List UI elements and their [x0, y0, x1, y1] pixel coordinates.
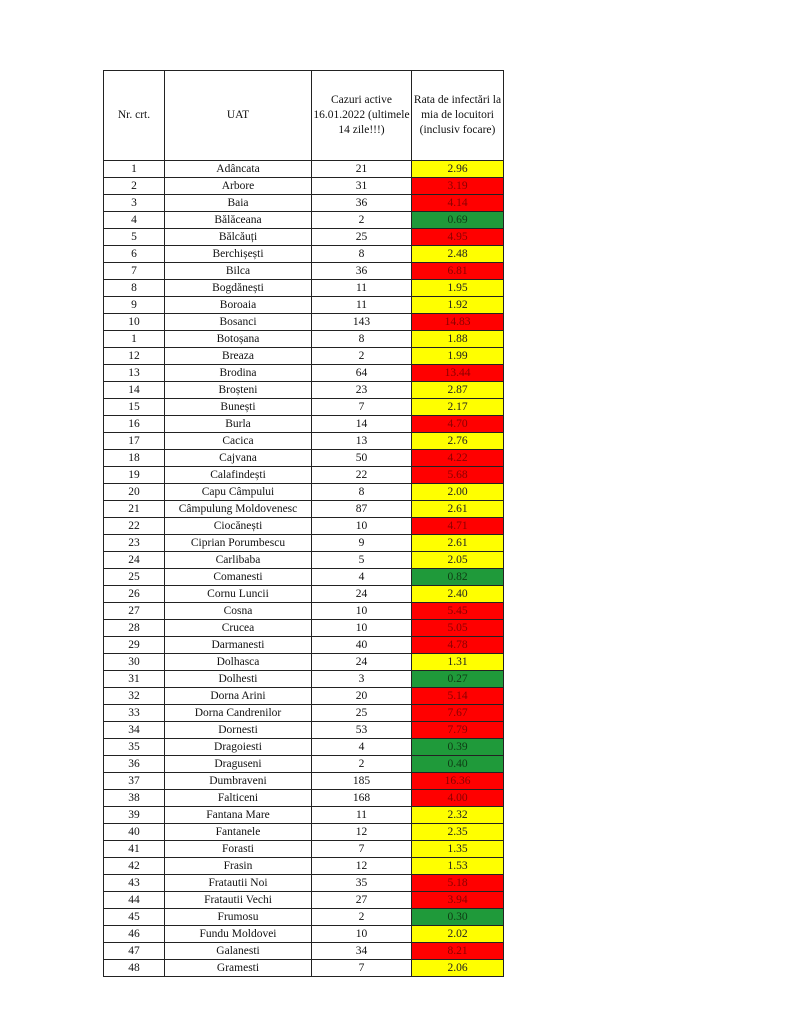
row-number-cell: 27 [104, 603, 165, 620]
table-row [104, 212, 504, 229]
row-number-cell: 24 [104, 552, 165, 569]
uat-name-cell: Dorna Candrenilor [165, 705, 312, 722]
row-number-cell: 9 [104, 297, 165, 314]
row-number-cell: 12 [104, 348, 165, 365]
active-cases-cell: 4 [312, 569, 412, 586]
table-row [104, 688, 504, 705]
uat-name-cell: Bunești [165, 399, 312, 416]
row-number-cell: 38 [104, 790, 165, 807]
row-number-cell: 39 [104, 807, 165, 824]
infection-rate-cell: 0.40 [412, 756, 504, 773]
table-row [104, 926, 504, 943]
table-body [104, 161, 504, 977]
uat-name-cell: Fundu Moldovei [165, 926, 312, 943]
infection-rate-cell: 2.40 [412, 586, 504, 603]
infection-rate-cell: 2.02 [412, 926, 504, 943]
active-cases-cell: 20 [312, 688, 412, 705]
table-row [104, 875, 504, 892]
row-number-cell: 44 [104, 892, 165, 909]
table-row [104, 450, 504, 467]
active-cases-cell: 13 [312, 433, 412, 450]
uat-name-cell: Dornesti [165, 722, 312, 739]
table-row [104, 824, 504, 841]
infection-rate-cell: 1.88 [412, 331, 504, 348]
active-cases-cell: 36 [312, 263, 412, 280]
table-row [104, 807, 504, 824]
infection-rate-cell: 2.61 [412, 501, 504, 518]
row-number-cell: 3 [104, 195, 165, 212]
active-cases-cell: 10 [312, 620, 412, 637]
row-number-cell: 17 [104, 433, 165, 450]
row-number-cell: 26 [104, 586, 165, 603]
table-row [104, 348, 504, 365]
uat-name-cell: Draguseni [165, 756, 312, 773]
infection-rate-cell: 16.36 [412, 773, 504, 790]
table-row [104, 552, 504, 569]
active-cases-cell: 3 [312, 671, 412, 688]
table-row [104, 365, 504, 382]
infection-rate-cell: 1.31 [412, 654, 504, 671]
table-row [104, 841, 504, 858]
infection-rate-cell: 2.32 [412, 807, 504, 824]
uat-name-cell: Capu Câmpului [165, 484, 312, 501]
row-number-cell: 42 [104, 858, 165, 875]
row-number-cell: 19 [104, 467, 165, 484]
uat-name-cell: Baia [165, 195, 312, 212]
infection-rate-cell: 5.05 [412, 620, 504, 637]
row-number-cell: 45 [104, 909, 165, 926]
uat-name-cell: Bălcăuți [165, 229, 312, 246]
row-number-cell: 28 [104, 620, 165, 637]
table-row [104, 671, 504, 688]
active-cases-cell: 27 [312, 892, 412, 909]
infection-rate-cell: 1.95 [412, 280, 504, 297]
row-number-cell: 10 [104, 314, 165, 331]
active-cases-cell: 14 [312, 416, 412, 433]
active-cases-cell: 4 [312, 739, 412, 756]
table-row [104, 943, 504, 960]
uat-name-cell: Broșteni [165, 382, 312, 399]
active-cases-cell: 87 [312, 501, 412, 518]
table-row [104, 773, 504, 790]
table-row [104, 518, 504, 535]
uat-name-cell: Darmanesti [165, 637, 312, 654]
uat-name-cell: Botoșana [165, 331, 312, 348]
table-row [104, 705, 504, 722]
table-row [104, 501, 504, 518]
row-number-cell: 35 [104, 739, 165, 756]
infection-rate-cell: 4.70 [412, 416, 504, 433]
row-number-cell: 6 [104, 246, 165, 263]
row-number-cell: 46 [104, 926, 165, 943]
row-number-cell: 5 [104, 229, 165, 246]
table-row [104, 246, 504, 263]
row-number-cell: 22 [104, 518, 165, 535]
row-number-cell: 15 [104, 399, 165, 416]
table-row [104, 263, 504, 280]
infection-rate-cell: 2.35 [412, 824, 504, 841]
uat-name-cell: Bălăceana [165, 212, 312, 229]
active-cases-cell: 2 [312, 909, 412, 926]
row-number-cell: 18 [104, 450, 165, 467]
active-cases-cell: 10 [312, 518, 412, 535]
table-row [104, 892, 504, 909]
uat-name-cell: Ciprian Porumbescu [165, 535, 312, 552]
row-number-cell: 32 [104, 688, 165, 705]
uat-name-cell: Breaza [165, 348, 312, 365]
infection-rate-cell: 5.45 [412, 603, 504, 620]
table-row [104, 161, 504, 178]
infection-rate-cell: 3.94 [412, 892, 504, 909]
active-cases-cell: 53 [312, 722, 412, 739]
uat-name-cell: Fantanele [165, 824, 312, 841]
uat-name-cell: Frumosu [165, 909, 312, 926]
infection-rate-cell: 4.00 [412, 790, 504, 807]
row-number-cell: 33 [104, 705, 165, 722]
active-cases-cell: 8 [312, 246, 412, 263]
uat-name-cell: Falticeni [165, 790, 312, 807]
infection-rate-cell: 4.71 [412, 518, 504, 535]
infection-rate-cell: 0.82 [412, 569, 504, 586]
active-cases-cell: 9 [312, 535, 412, 552]
table-row [104, 722, 504, 739]
uat-name-cell: Arbore [165, 178, 312, 195]
uat-name-cell: Gramesti [165, 960, 312, 977]
active-cases-cell: 168 [312, 790, 412, 807]
active-cases-cell: 25 [312, 705, 412, 722]
uat-name-cell: Adâncata [165, 161, 312, 178]
table-row [104, 569, 504, 586]
active-cases-cell: 40 [312, 637, 412, 654]
infection-rate-cell: 5.18 [412, 875, 504, 892]
infection-rate-cell: 2.87 [412, 382, 504, 399]
active-cases-cell: 2 [312, 212, 412, 229]
uat-name-cell: Forasti [165, 841, 312, 858]
table-header [104, 71, 504, 161]
active-cases-cell: 7 [312, 841, 412, 858]
uat-name-cell: Brodina [165, 365, 312, 382]
row-number-cell: 40 [104, 824, 165, 841]
infection-rate-cell: 8.21 [412, 943, 504, 960]
uat-name-cell: Dumbraveni [165, 773, 312, 790]
active-cases-cell: 34 [312, 943, 412, 960]
active-cases-cell: 24 [312, 586, 412, 603]
active-cases-cell: 10 [312, 926, 412, 943]
uat-name-cell: Cosna [165, 603, 312, 620]
uat-name-cell: Fratautii Noi [165, 875, 312, 892]
row-number-cell: 25 [104, 569, 165, 586]
uat-name-cell: Galanesti [165, 943, 312, 960]
uat-name-cell: Comanesti [165, 569, 312, 586]
infection-rate-cell: 0.27 [412, 671, 504, 688]
uat-name-cell: Dolhesti [165, 671, 312, 688]
row-number-cell: 41 [104, 841, 165, 858]
infection-rate-cell: 5.14 [412, 688, 504, 705]
row-number-cell: 16 [104, 416, 165, 433]
table-row [104, 331, 504, 348]
row-number-cell: 21 [104, 501, 165, 518]
table-row [104, 229, 504, 246]
active-cases-cell: 23 [312, 382, 412, 399]
table-row [104, 756, 504, 773]
row-number-cell: 4 [104, 212, 165, 229]
table-row [104, 382, 504, 399]
uat-name-cell: Cajvana [165, 450, 312, 467]
active-cases-cell: 185 [312, 773, 412, 790]
table-row [104, 297, 504, 314]
infection-rate-cell: 4.14 [412, 195, 504, 212]
table-row [104, 195, 504, 212]
table-row [104, 603, 504, 620]
infection-rate-cell: 4.78 [412, 637, 504, 654]
row-number-cell: 31 [104, 671, 165, 688]
active-cases-cell: 8 [312, 331, 412, 348]
uat-name-cell: Ciocănești [165, 518, 312, 535]
active-cases-cell: 2 [312, 756, 412, 773]
active-cases-cell: 25 [312, 229, 412, 246]
table-row [104, 909, 504, 926]
infection-rate-cell: 2.17 [412, 399, 504, 416]
active-cases-cell: 35 [312, 875, 412, 892]
row-number-cell: 34 [104, 722, 165, 739]
uat-name-cell: Cacica [165, 433, 312, 450]
infection-rate-cell: 2.05 [412, 552, 504, 569]
infection-rate-cell: 1.35 [412, 841, 504, 858]
infection-rate-cell: 2.48 [412, 246, 504, 263]
uat-name-cell: Boroaia [165, 297, 312, 314]
row-number-cell: 43 [104, 875, 165, 892]
row-number-cell: 29 [104, 637, 165, 654]
table-row [104, 535, 504, 552]
active-cases-cell: 143 [312, 314, 412, 331]
uat-name-cell: Crucea [165, 620, 312, 637]
header-cases: Cazuri active 16.01.2022 (ultimele 14 zile!!!) [312, 71, 412, 161]
active-cases-cell: 22 [312, 467, 412, 484]
infection-rate-cell: 0.30 [412, 909, 504, 926]
active-cases-cell: 12 [312, 858, 412, 875]
uat-name-cell: Dolhasca [165, 654, 312, 671]
infection-rate-cell: 0.39 [412, 739, 504, 756]
uat-name-cell: Bilca [165, 263, 312, 280]
infection-rate-cell: 14.83 [412, 314, 504, 331]
uat-name-cell: Fratautii Vechi [165, 892, 312, 909]
row-number-cell: 23 [104, 535, 165, 552]
active-cases-cell: 12 [312, 824, 412, 841]
row-number-cell: 37 [104, 773, 165, 790]
infection-rate-cell: 1.53 [412, 858, 504, 875]
table-row [104, 739, 504, 756]
active-cases-cell: 11 [312, 280, 412, 297]
table-row [104, 484, 504, 501]
infection-rate-cell: 7.67 [412, 705, 504, 722]
uat-name-cell: Bosanci [165, 314, 312, 331]
infection-rate-table [103, 70, 504, 977]
active-cases-cell: 5 [312, 552, 412, 569]
row-number-cell: 47 [104, 943, 165, 960]
table-row [104, 467, 504, 484]
table-row [104, 654, 504, 671]
active-cases-cell: 7 [312, 960, 412, 977]
active-cases-cell: 11 [312, 807, 412, 824]
uat-name-cell: Bogdănești [165, 280, 312, 297]
infection-rate-cell: 4.95 [412, 229, 504, 246]
active-cases-cell: 64 [312, 365, 412, 382]
active-cases-cell: 11 [312, 297, 412, 314]
header-row [104, 71, 504, 161]
infection-rate-cell: 2.06 [412, 960, 504, 977]
infection-rate-cell: 2.96 [412, 161, 504, 178]
active-cases-cell: 2 [312, 348, 412, 365]
infection-rate-cell: 2.00 [412, 484, 504, 501]
active-cases-cell: 50 [312, 450, 412, 467]
table-row [104, 620, 504, 637]
row-number-cell: 1 [104, 161, 165, 178]
uat-name-cell: Berchișești [165, 246, 312, 263]
infection-rate-cell: 1.92 [412, 297, 504, 314]
table-row [104, 960, 504, 977]
infection-rate-cell: 1.99 [412, 348, 504, 365]
table-row [104, 314, 504, 331]
table-row [104, 586, 504, 603]
header-rate: Rata de infectări la mia de locuitori (inclusiv focare) [412, 71, 504, 161]
header-nr: Nr. crt. [104, 71, 165, 161]
active-cases-cell: 7 [312, 399, 412, 416]
row-number-cell: 7 [104, 263, 165, 280]
active-cases-cell: 8 [312, 484, 412, 501]
uat-name-cell: Fantana Mare [165, 807, 312, 824]
table-row [104, 280, 504, 297]
row-number-cell: 48 [104, 960, 165, 977]
infection-rate-cell: 13.44 [412, 365, 504, 382]
row-number-cell: 2 [104, 178, 165, 195]
infection-rate-cell: 6.81 [412, 263, 504, 280]
table-row [104, 858, 504, 875]
infection-rate-cell: 4.22 [412, 450, 504, 467]
uat-name-cell: Câmpulung Moldovenesc [165, 501, 312, 518]
row-number-cell: 1 [104, 331, 165, 348]
table-row [104, 178, 504, 195]
table-row [104, 433, 504, 450]
active-cases-cell: 36 [312, 195, 412, 212]
uat-name-cell: Cornu Luncii [165, 586, 312, 603]
table-row [104, 416, 504, 433]
active-cases-cell: 31 [312, 178, 412, 195]
infection-rate-cell: 7.79 [412, 722, 504, 739]
uat-name-cell: Calafindești [165, 467, 312, 484]
table-row [104, 399, 504, 416]
row-number-cell: 14 [104, 382, 165, 399]
infection-rate-cell: 2.76 [412, 433, 504, 450]
active-cases-cell: 24 [312, 654, 412, 671]
table-row [104, 790, 504, 807]
row-number-cell: 13 [104, 365, 165, 382]
infection-rate-cell: 2.61 [412, 535, 504, 552]
infection-rate-cell: 0.69 [412, 212, 504, 229]
row-number-cell: 20 [104, 484, 165, 501]
row-number-cell: 36 [104, 756, 165, 773]
infection-rate-cell: 5.68 [412, 467, 504, 484]
table-row [104, 637, 504, 654]
uat-name-cell: Dragoiesti [165, 739, 312, 756]
uat-name-cell: Frasin [165, 858, 312, 875]
row-number-cell: 8 [104, 280, 165, 297]
uat-name-cell: Burla [165, 416, 312, 433]
row-number-cell: 30 [104, 654, 165, 671]
header-uat: UAT [165, 71, 312, 161]
infection-rate-cell: 3.19 [412, 178, 504, 195]
active-cases-cell: 10 [312, 603, 412, 620]
uat-name-cell: Carlibaba [165, 552, 312, 569]
uat-name-cell: Dorna Arini [165, 688, 312, 705]
active-cases-cell: 21 [312, 161, 412, 178]
